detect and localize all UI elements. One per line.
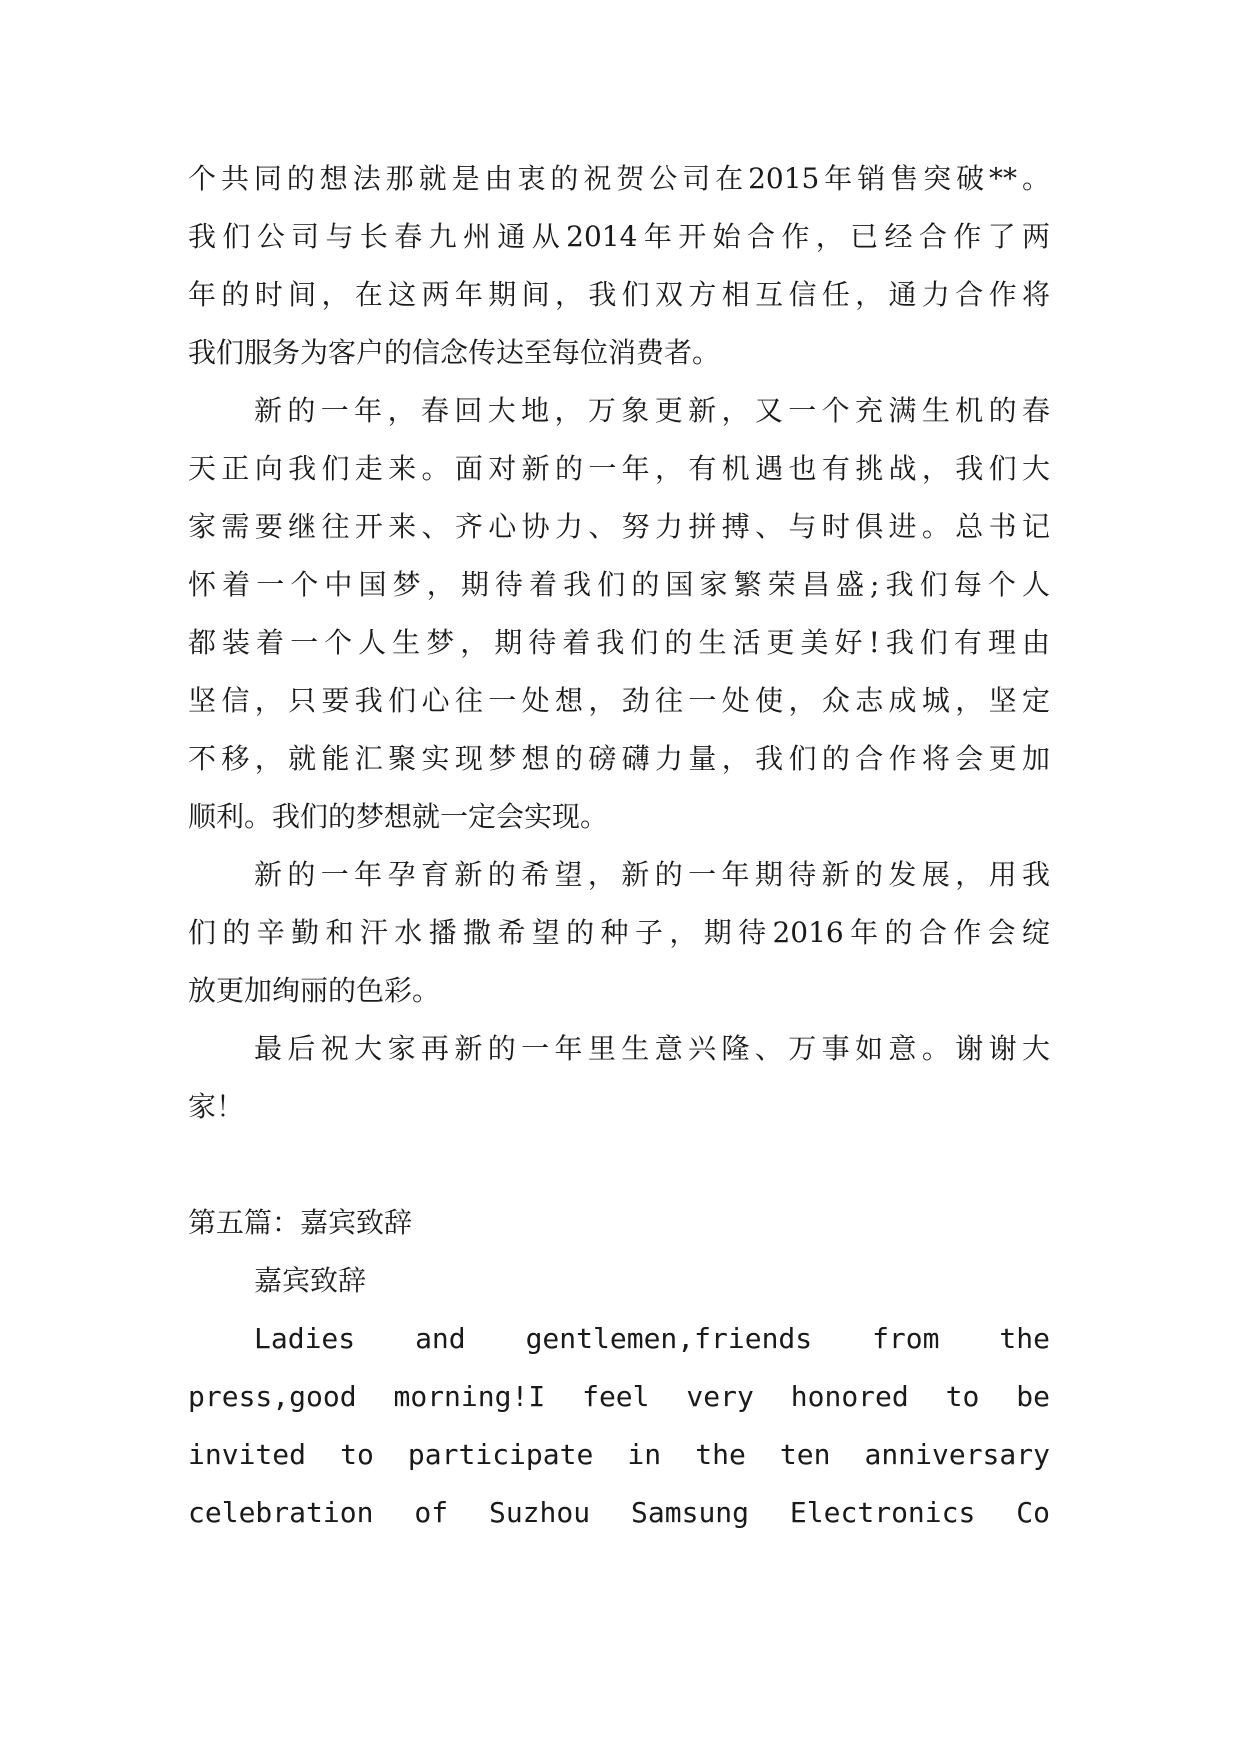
paragraph-line: 个共同的想法那就是由衷的祝贺公司在2015年销售突破**。 — [188, 162, 1050, 195]
paragraph-line: 都装着一个人生梦，期待着我们的生活更美好!我们有理由 — [188, 626, 1050, 659]
paragraph-line: 新的一年孕育新的希望，新的一年期待新的发展，用我 — [254, 858, 1050, 891]
paragraph-line: 放更加绚丽的色彩。 — [188, 974, 441, 1007]
paragraph-line: 最后祝大家再新的一年里生意兴隆、万事如意。谢谢大 — [254, 1032, 1050, 1065]
paragraph-4 — [188, 1020, 1050, 1136]
english-paragraph — [188, 1310, 1050, 1542]
section-heading: 第五篇：嘉宾致辞 — [188, 1206, 413, 1239]
paragraph-line: 年的时间，在这两年期间，我们双方相互信任，通力合作将 — [188, 278, 1050, 311]
paragraph-3 — [188, 846, 1050, 1020]
document-page — [188, 150, 1050, 1542]
paragraph-line: Ladies and gentlemen,friends from the — [254, 1322, 1050, 1355]
paragraph-line: 坚信，只要我们心往一处想，劲往一处使，众志成城，坚定 — [188, 684, 1050, 717]
paragraph-line: 我们公司与长春九州通从2014年开始合作，已经合作了两 — [188, 220, 1050, 253]
paragraph-line: 顺利。我们的梦想就一定会实现。 — [188, 800, 609, 833]
blank-line — [188, 1136, 1050, 1194]
paragraph-line: press,good morning!I feel very honored to be — [188, 1380, 1050, 1413]
paragraph-line: 家！ — [188, 1090, 245, 1123]
paragraph-line: 天正向我们走来。面对新的一年，有机遇也有挑战，我们大 — [188, 452, 1050, 485]
paragraph-2 — [188, 382, 1050, 846]
paragraph-1 — [188, 150, 1050, 382]
paragraph-line: 们的辛勤和汗水播撒希望的种子，期待2016年的合作会绽 — [188, 916, 1050, 949]
paragraph-line: invited to participate in the ten anniversary — [188, 1438, 1050, 1471]
section-title: 嘉宾致辞 — [254, 1264, 367, 1297]
paragraph-line: 怀着一个中国梦，期待着我们的国家繁荣昌盛;我们每个人 — [188, 568, 1050, 601]
paragraph-line: 新的一年，春回大地，万象更新，又一个充满生机的春 — [254, 394, 1050, 427]
paragraph-line: 家需要继往开来、齐心协力、努力拼搏、与时俱进。总书记 — [188, 510, 1050, 543]
paragraph-line: 不移，就能汇聚实现梦想的磅礴力量，我们的合作将会更加 — [188, 742, 1050, 775]
paragraph-line: celebration of Suzhou Samsung Electronics Co — [188, 1496, 1050, 1529]
paragraph-line: 我们服务为客户的信念传达至每位消费者。 — [188, 336, 721, 369]
